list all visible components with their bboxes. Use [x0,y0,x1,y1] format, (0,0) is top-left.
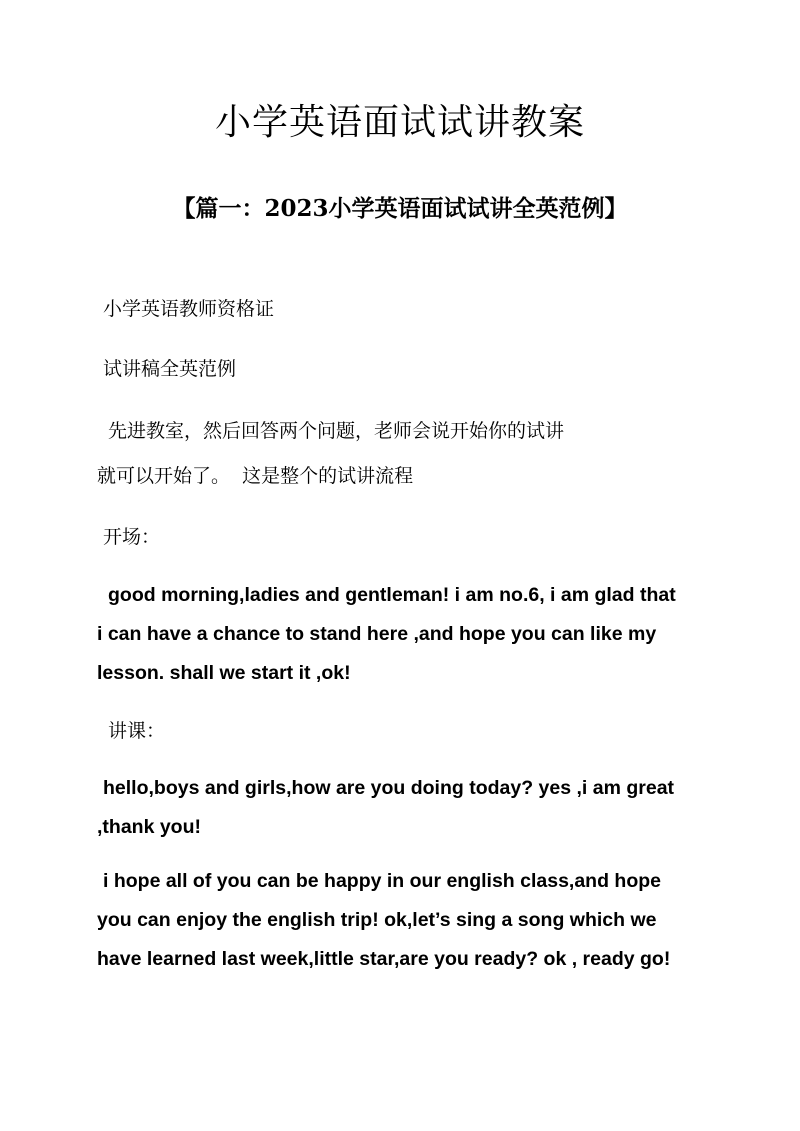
heading-script-sample: 试讲稿全英范例 [103,358,237,380]
document-subtitle: 【篇一：2023小学英语面试试讲全英范例】 [172,195,628,222]
opening-paragraph [97,576,717,693]
intro-line-2: 就可以开始了。 这是整个的试讲流程 [97,465,414,487]
lecture-line: ,thank you! [97,816,202,838]
document-title: 小学英语面试试讲教案 [214,102,585,143]
lecture-paragraph-2 [97,862,717,979]
lecture-label: 讲课： [108,720,166,742]
heading-teacher-certificate: 小学英语教师资格证 [103,298,275,320]
lecture-paragraph-1 [97,769,717,847]
opening-label: 开场： [103,526,161,548]
opening-line: good morning,ladies and gentleman! i am no.6, i am glad that [108,584,676,606]
opening-line: i can have a chance to stand here ,and hope you can like my [97,623,657,645]
lecture-line: i hope all of you can be happy in our english class,and hope [103,870,662,892]
lecture-line: you can enjoy the english trip! ok,let’s sing a song which we [97,909,657,931]
lecture-line: have learned last week,little star,are you ready? ok , ready go! [97,948,671,970]
intro-line-1: 先进教室，然后回答两个问题，老师会说开始你的试讲 [108,420,565,442]
lecture-line: hello,boys and girls,how are you doing today? yes ,i am great [103,777,675,799]
opening-line: lesson. shall we start it ,ok! [97,662,351,684]
